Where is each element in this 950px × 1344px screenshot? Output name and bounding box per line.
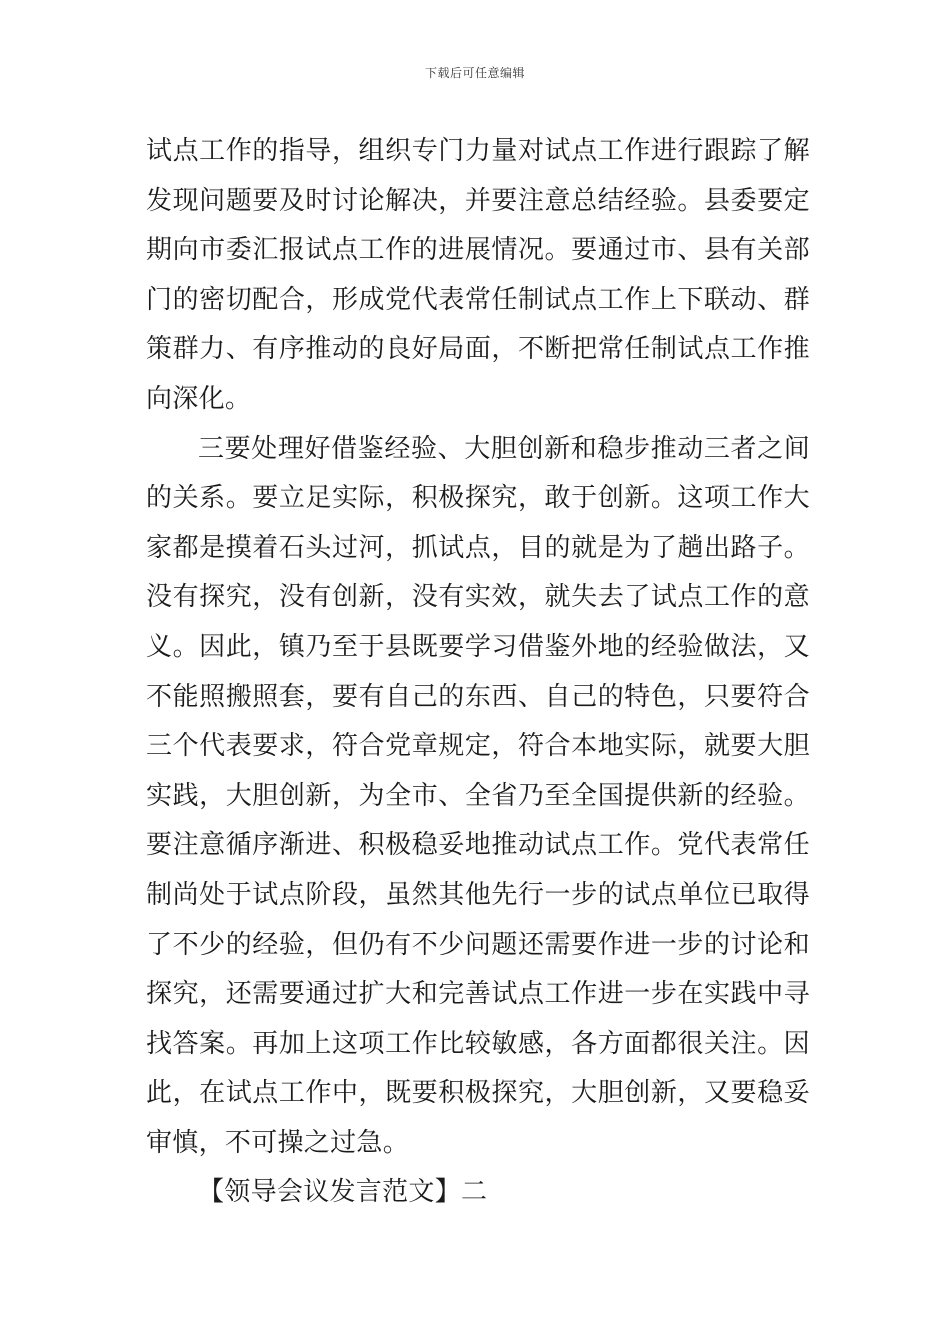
paragraph-three-relationships: 三要处理好借鉴经验、大胆创新和稳步推动三者之间的关系。要立足实际，积极探究，敢于创新。这项工作大家都是摸着石头过河，抓试点，目的就是为了趟出路子。没有探究，没有创新，没有实效，就失去了试点工作的意义。因此，镇乃至于县既要学习借鉴外地的经验做法，又不能照搬照套，要有自己的东西、自己的特色，只要符合三个代表要求，符合党章规定，符合本地实际，就要大胆实践，大胆创新，为全市、全省乃至全国提供新的经验。要注意循序渐进、积极稳妥地推动试点工作。党代表常任制尚处于试点阶段，虽然其他先行一步的试点单位已取得了不少的经验，但仍有不少问题还需要作进一步的讨论和探究，还需要通过扩大和完善试点工作进一步在实践中寻找答案。再加上这项工作比较敏感，各方面都很关注。因此，在试点工作中，既要积极探究，大胆创新，又要稳妥审慎，不可操之过急。 <box>146 433 810 1158</box>
page-header: 下载后可任意编辑 <box>424 66 525 80</box>
paragraph-continuation: 试点工作的指导，组织专门力量对试点工作进行跟踪了解发现问题要及时讨论解决，并要注意总结经验。县委要定期向市委汇报试点工作的进展情况。要通过市、县有关部门的密切配合，形成党代表常任制试点工作上下联动、群策群力、有序推动的良好局面，不断把常任制试点工作推向深化。 <box>146 136 810 414</box>
document-body <box>146 127 810 1218</box>
section-heading: 【领导会议发言范文】二 <box>198 1177 488 1208</box>
